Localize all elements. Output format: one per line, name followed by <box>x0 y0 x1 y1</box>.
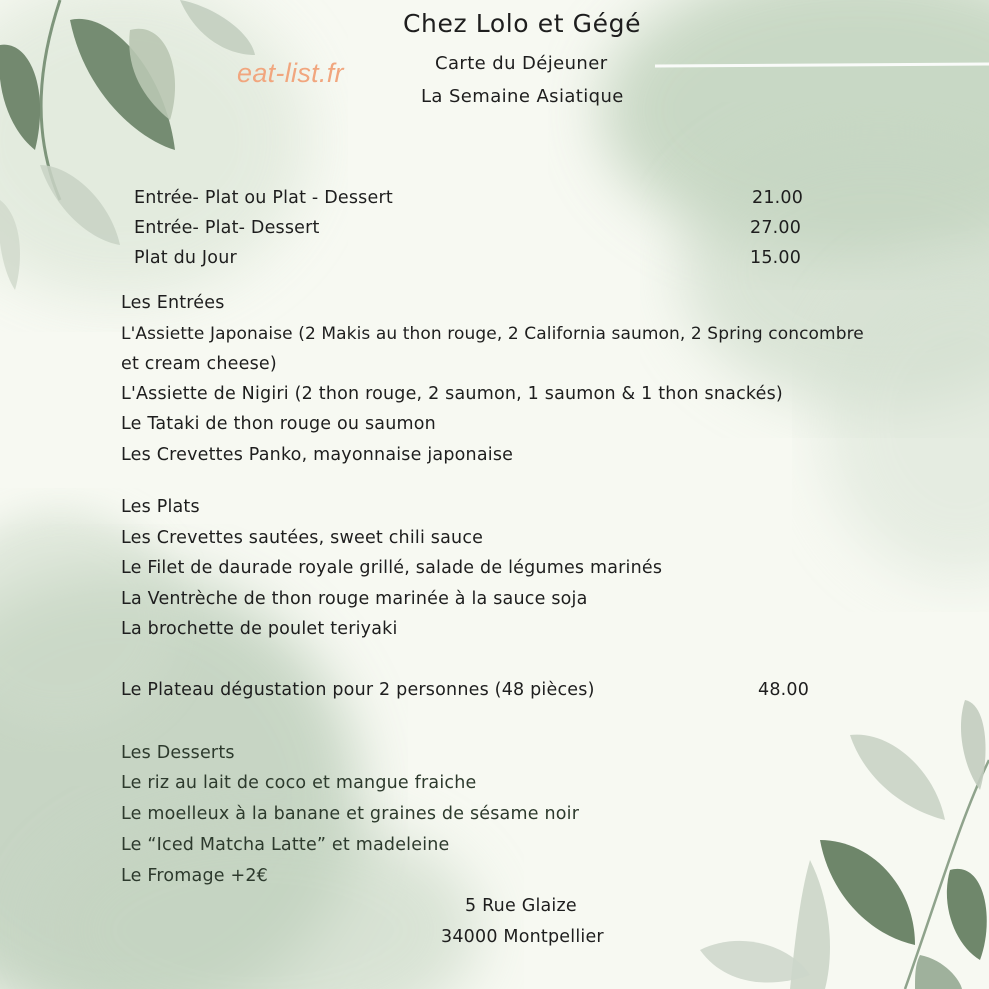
menu-item: L'Assiette Japonaise (2 Makis au thon rouge, 2 California saumon, 2 Spring concombre <box>121 324 864 344</box>
menu-item: La brochette de poulet teriyaki <box>121 619 398 639</box>
formula-price: 27.00 <box>750 218 802 238</box>
restaurant-title: Chez Lolo et Gégé <box>403 9 642 38</box>
menu-item: Le riz au lait de coco et mangue fraiche <box>121 773 477 793</box>
formula-label: Entrée- Plat- Dessert <box>134 218 320 238</box>
section-heading-desserts: Les Desserts <box>121 743 235 763</box>
menu-theme: La Semaine Asiatique <box>421 86 624 107</box>
menu-item: Le Fromage +2€ <box>121 866 269 886</box>
section-heading-plats: Les Plats <box>121 497 200 517</box>
menu-subtitle: Carte du Déjeuner <box>435 53 608 74</box>
menu-item: Le Tataki de thon rouge ou saumon <box>121 414 436 434</box>
menu-item: Le Filet de daurade royale grillé, salade de légumes marinés <box>121 558 663 578</box>
menu-item: L'Assiette de Nigiri (2 thon rouge, 2 saumon, 1 saumon & 1 thon snackés) <box>121 384 783 404</box>
watermark-text: eat-list.fr <box>237 58 344 88</box>
formula-price: 21.00 <box>752 188 804 208</box>
menu-item: La Ventrèche de thon rouge marinée à la sauce soja <box>121 589 588 609</box>
formula-label: Plat du Jour <box>134 248 237 268</box>
menu-item: Les Crevettes Panko, mayonnaise japonaise <box>121 445 514 465</box>
menu-item: Le moelleux à la banane et graines de sésame noir <box>121 804 580 824</box>
plateau-price: 48.00 <box>758 680 810 700</box>
formula-label: Entrée- Plat ou Plat - Dessert <box>134 188 393 208</box>
menu-item: Le “Iced Matcha Latte” et madeleine <box>121 835 450 855</box>
address-street: 5 Rue Glaize <box>465 896 577 916</box>
formula-price: 15.00 <box>750 248 802 268</box>
plateau-label: Le Plateau dégustation pour 2 personnes (48 pièces) <box>121 680 595 700</box>
address-city: 34000 Montpellier <box>441 927 604 947</box>
menu-item: et cream cheese) <box>121 354 277 374</box>
menu-item: Les Crevettes sautées, sweet chili sauce <box>121 528 484 548</box>
section-heading-entrees: Les Entrées <box>121 293 225 313</box>
